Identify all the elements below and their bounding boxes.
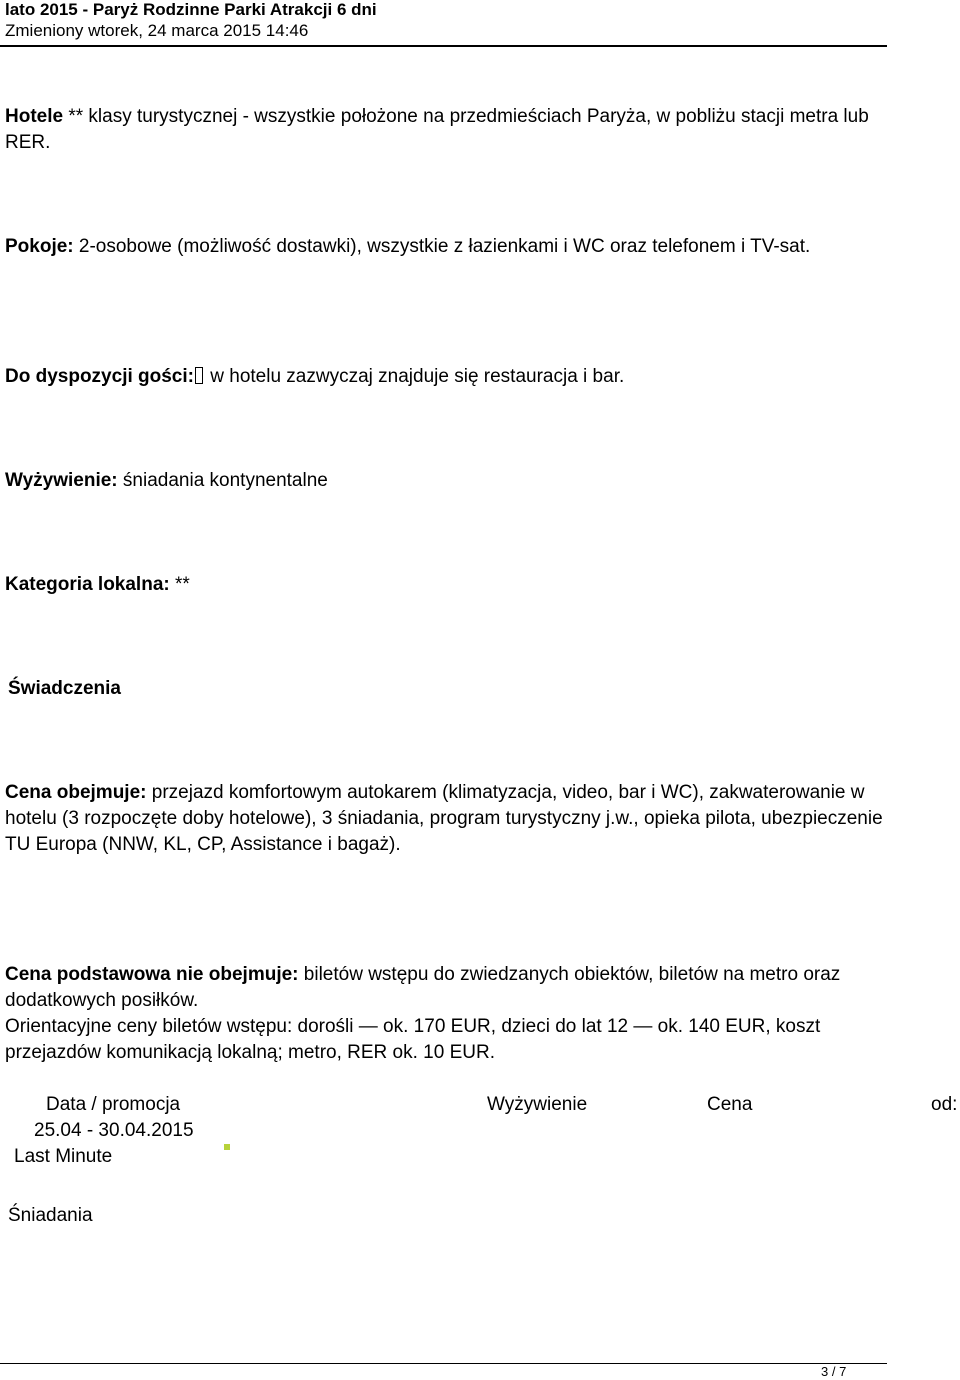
wyzywienie-label: Wyżywienie: <box>5 470 118 491</box>
footer-divider <box>0 1363 887 1364</box>
cena-nie-obejmuje-text: biletów wstępu do zwiedzanych obiektów, biletów na metro oraz dodatkowych posiłków. <box>5 964 841 1011</box>
table-header-board: Wyżywienie <box>487 1094 588 1115</box>
kategoria-text: ** <box>169 574 190 595</box>
hotele-text: ** klasy turystycznej - wszystkie położone na przedmieściach Paryża, w pobliżu stacji metra lub RER. <box>5 106 869 153</box>
document-title: lato 2015 - Paryż Rodzinne Parki Atrakcji 6 dni <box>5 0 377 19</box>
hotele-paragraph <box>5 104 885 156</box>
pokoje-text: 2-osobowe (możliwość dostawki), wszystkie z łazienkami i WC oraz telefonem i TV-sat. <box>73 236 811 257</box>
table-cell-board: Śniadania <box>8 1205 93 1226</box>
wyzywienie-text: śniadania kontynentalne <box>117 470 328 491</box>
dyspozycja-label: Do dyspozycji gości: <box>5 366 194 387</box>
modified-date: Zmieniony wtorek, 24 marca 2015 14:46 <box>5 21 309 40</box>
header-divider <box>0 45 887 47</box>
table-header-from: od: <box>931 1094 958 1115</box>
kategoria-paragraph <box>5 572 885 598</box>
table-cell-dates: 25.04 - 30.04.2015 <box>34 1120 194 1141</box>
bullet-icon <box>224 1144 230 1150</box>
dyspozycja-paragraph <box>5 364 885 390</box>
cena-obejmuje-label: Cena obejmuje: <box>5 782 147 803</box>
page-number: 3 / 7 <box>821 1364 847 1379</box>
cena-obejmuje-paragraph <box>5 780 885 858</box>
kategoria-label: Kategoria lokalna: <box>5 574 170 595</box>
swiadczenia-heading: Świadczenia <box>8 678 121 699</box>
pokoje-label: Pokoje: <box>5 236 74 257</box>
cena-obejmuje-text: przejazd komfortowym autokarem (klimatyzacja, video, bar i WC), zakwaterowanie w hotelu (3 rozpoczęte doby hotelowe), 3 śniadania, program turystyczny j.w., opieka pilota, ubezpieczenie TU Europa (NNW, KL, CP, Assistance i bagaż). <box>5 782 883 855</box>
cena-nie-obejmuje-paragraph <box>5 962 885 1014</box>
pokoje-paragraph <box>5 234 885 260</box>
dyspozycja-text: w hotelu zazwyczaj znajduje się restauracja i bar. <box>204 366 625 387</box>
wyzywienie-paragraph <box>5 468 885 494</box>
hotele-label: Hotele <box>5 106 64 127</box>
table-header-date: Data / promocja <box>46 1094 181 1115</box>
cena-nie-obejmuje-label: Cena podstawowa nie obejmuje: <box>5 964 299 985</box>
table-cell-promo: Last Minute <box>14 1146 113 1167</box>
missing-glyph-icon <box>195 367 203 384</box>
table-header-price: Cena <box>707 1094 753 1115</box>
ticket-prices-paragraph: Orientacyjne ceny biletów wstępu: dorośli — ok. 170 EUR, dzieci do lat 12 — ok. 140 EUR, koszt przejazdów komunikacją lokalną; metro, RER ok. 10 EUR. <box>5 1016 821 1063</box>
